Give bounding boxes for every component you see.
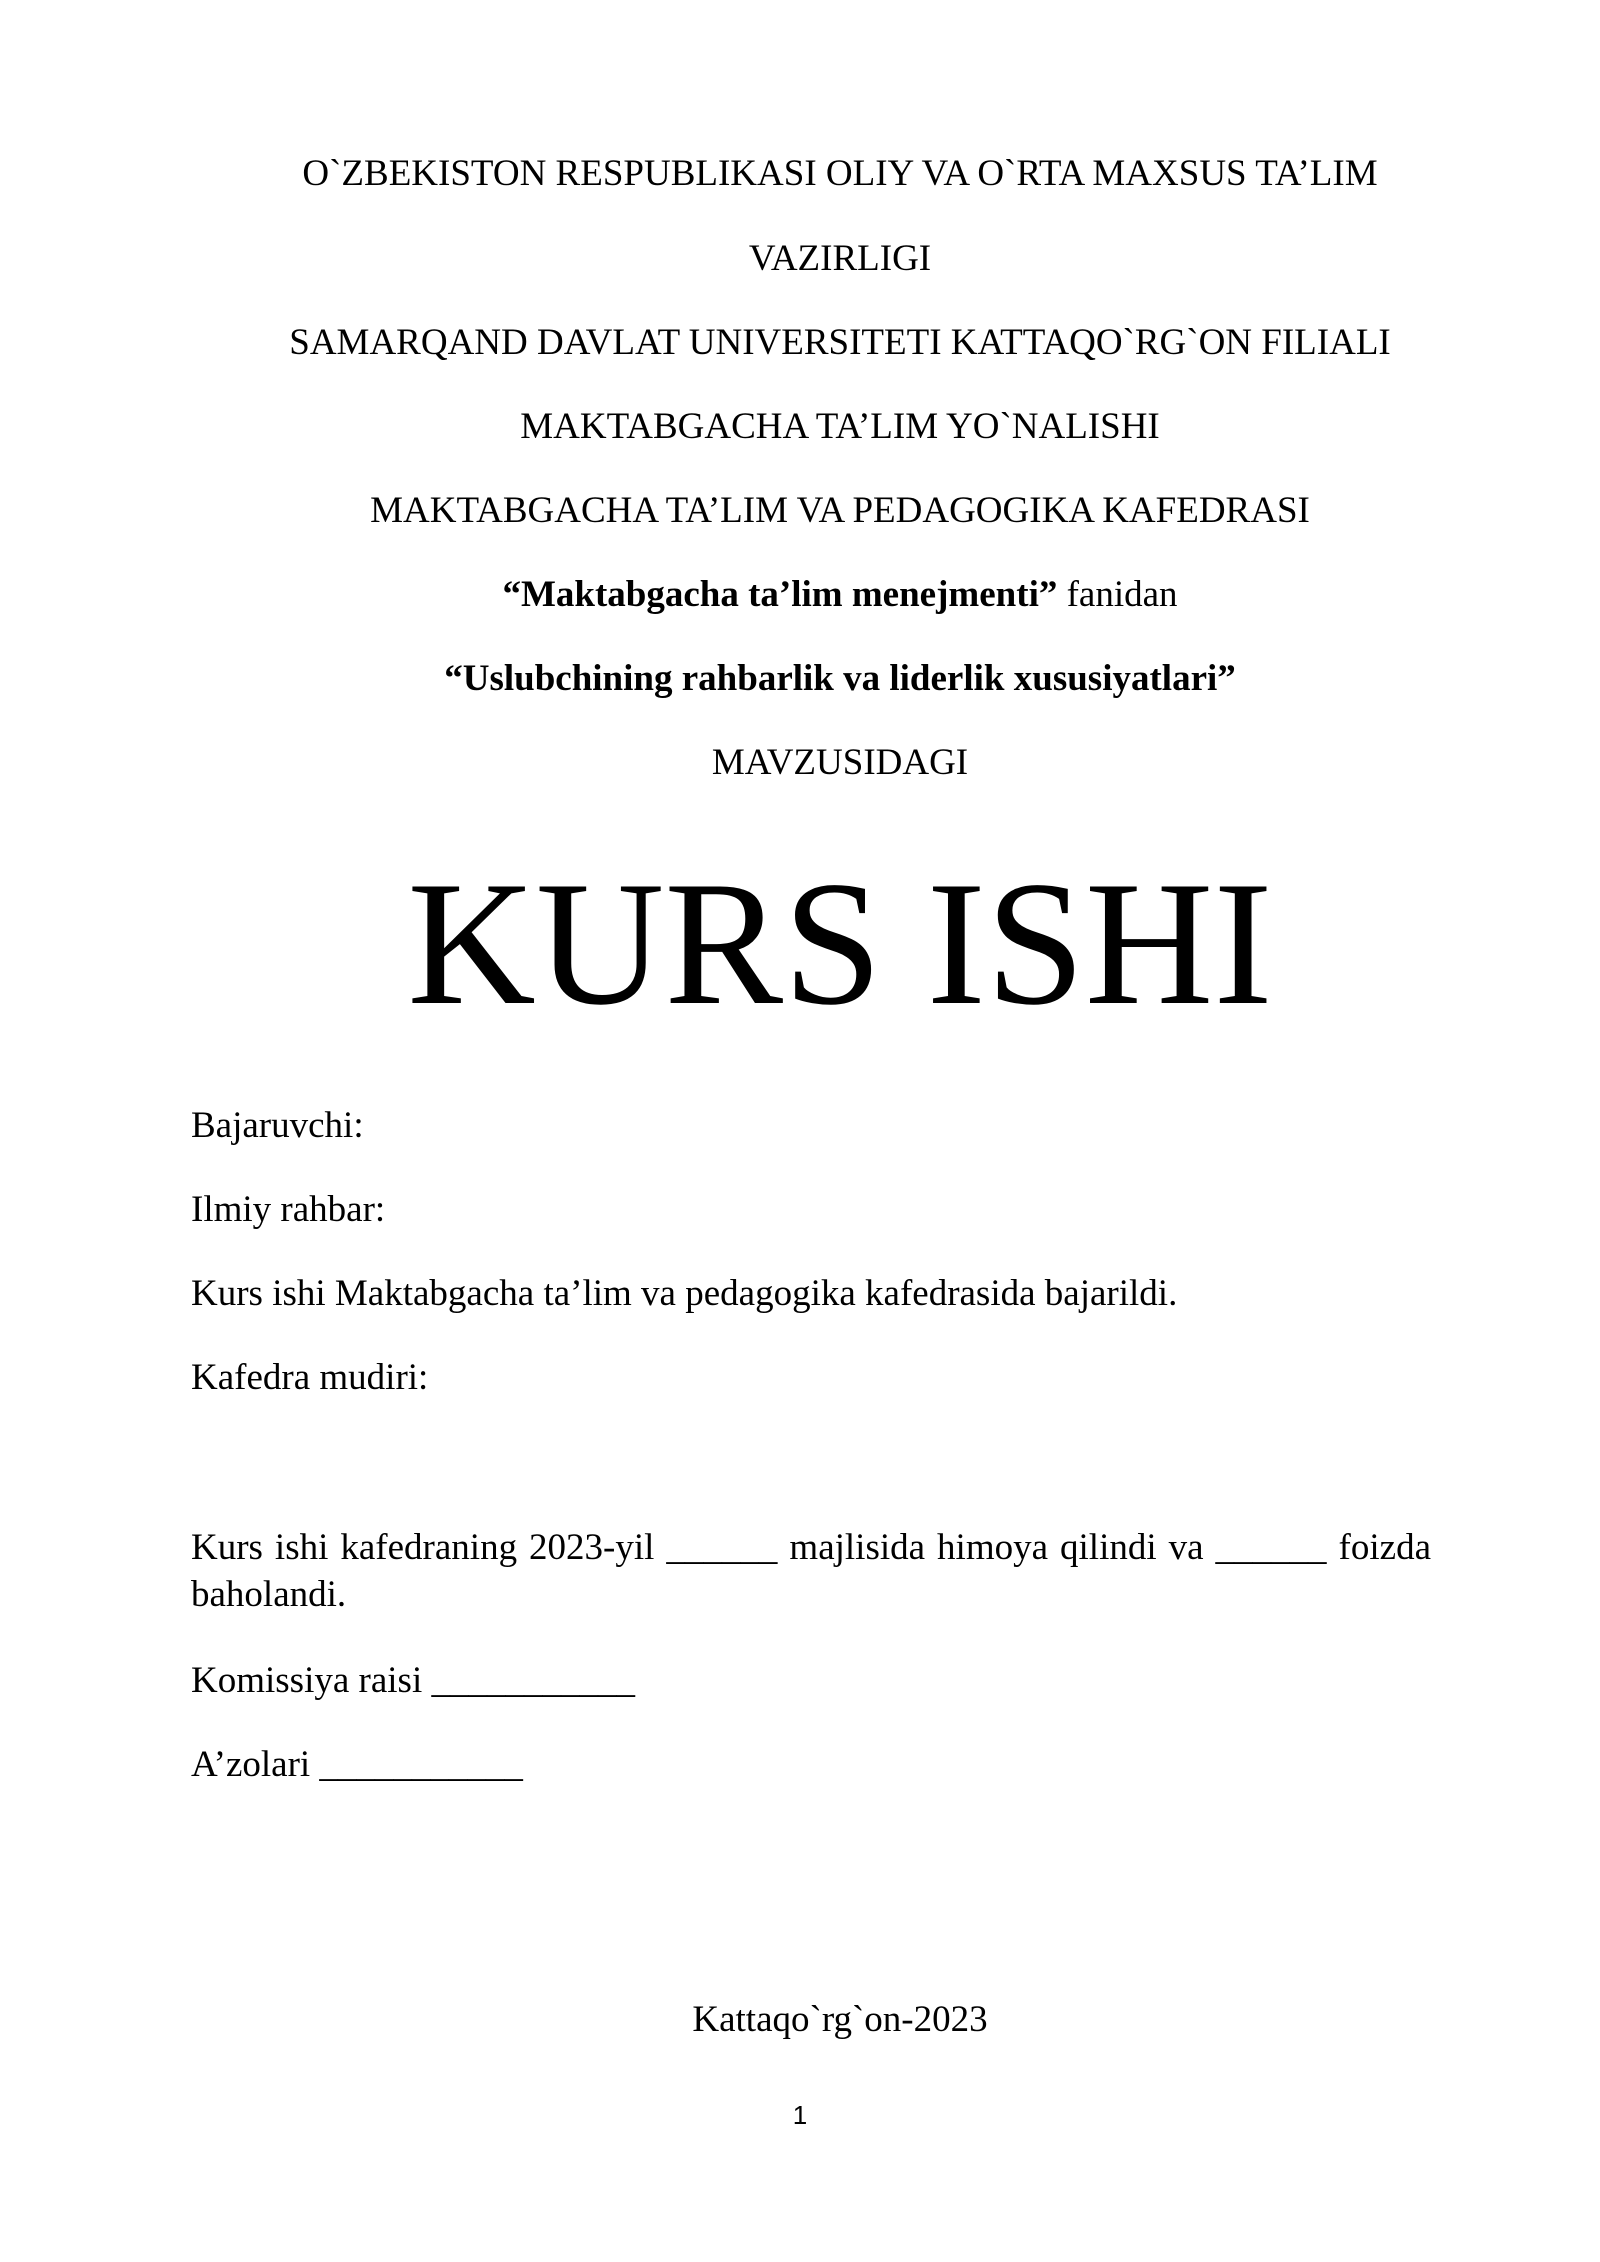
direction-name: MAKTABGACHA TA’LIM YO`NALISHI — [520, 406, 1160, 447]
place-year: Kattaqo`rg`on-2023 — [692, 1999, 988, 2040]
topic-title: “Uslubchining rahbarlik va liderlik xususiyatlari” — [444, 658, 1236, 699]
subject-line — [190, 573, 1490, 617]
members-label: A’zolari ___________ — [191, 1744, 523, 1785]
ministry-line-1: O`ZBEKISTON RESPUBLIKASI OLIY VA O`RTA MAXSUS TA’LIM — [302, 153, 1378, 194]
page-number: 1 — [792, 2100, 808, 2130]
ministry-line-2: VAZIRLIGI — [748, 238, 932, 279]
completed-note: Kurs ishi Maktabgacha ta’lim va pedagogika kafedrasida bajarildi. — [191, 1273, 1178, 1314]
supervisor-label: Ilmiy rahbar: — [191, 1189, 386, 1230]
defense-statement: Kurs ishi kafedraning 2023-yil ______ majlisida himoya qilindi va ______ foizda baholandi. — [191, 1527, 1431, 1615]
subject-suffix: fanidan — [1057, 574, 1178, 615]
department-name: MAKTABGACHA TA’LIM VA PEDAGOGIKA KAFEDRASI — [370, 490, 1310, 531]
university-name: SAMARQAND DAVLAT UNIVERSITETI KATTAQO`RG`ON FILIALI — [289, 322, 1391, 363]
document-title: KURS ISHI — [407, 844, 1273, 1042]
performer-label: Bajaruvchi: — [191, 1105, 364, 1146]
commission-chair-label: Komissiya raisi ___________ — [191, 1660, 635, 1701]
topic-label: MAVZUSIDAGI — [711, 742, 969, 783]
subject-name: “Maktabgacha ta’lim menejmenti” — [502, 574, 1058, 615]
department-head-label: Kafedra mudiri: — [191, 1357, 429, 1398]
